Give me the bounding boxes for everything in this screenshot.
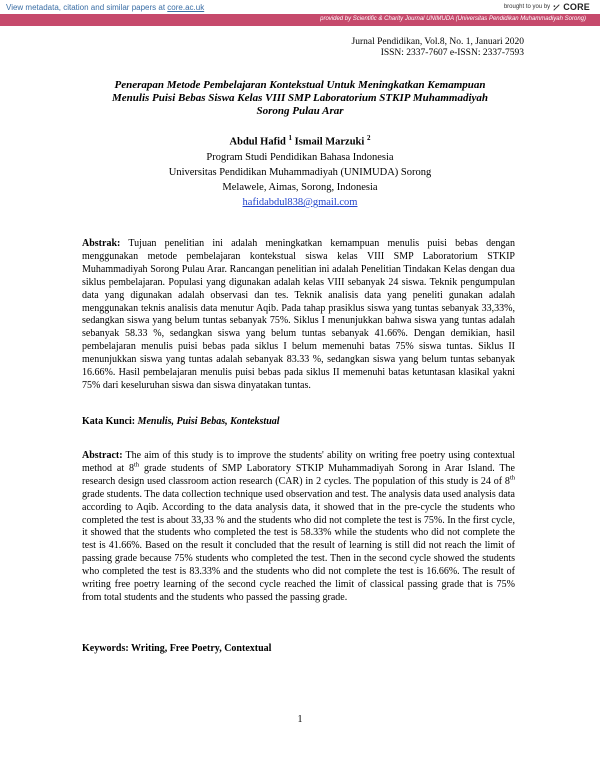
core-banner bbox=[0, 0, 600, 14]
author-1: Abdul Hafid bbox=[229, 136, 286, 148]
email-link[interactable]: hafidabdul838@gmail.com bbox=[242, 197, 358, 208]
core-logo-text: CORE bbox=[563, 2, 590, 12]
title-line-1: Penerapan Metode Pembelajaran Kontekstual Untuk Meningkatkan Kemampuan bbox=[114, 79, 486, 91]
abstract-sup-1: th bbox=[134, 461, 140, 469]
provided-by-text[interactable]: provided by Scientific & Charity Journal UNIMUDA (Universitas Pendidikan Muhammadiyah Sorong) bbox=[320, 16, 586, 22]
affiliation-university: Universitas Pendidikan Muhammadiyah (UNIMUDA) Sorong bbox=[168, 167, 432, 178]
keywords bbox=[82, 643, 515, 654]
affiliation-address: Melawele, Aimas, Sorong, Indonesia bbox=[222, 182, 378, 193]
abstract-sup-2: th bbox=[509, 474, 515, 482]
journal-volume: Jurnal Pendidikan, Vol.8, No. 1, Januari 2020 bbox=[351, 37, 524, 47]
affiliation-email-row bbox=[0, 195, 600, 210]
author-1-sup: 1 bbox=[288, 134, 292, 142]
core-link-prefix: View metadata, citation and similar papers at bbox=[6, 3, 168, 12]
abstract-label: Abstract: bbox=[82, 450, 123, 461]
affiliation-program: Program Studi Pendidikan Bahasa Indonesia bbox=[206, 152, 394, 163]
abstrak-label: Abstrak: bbox=[82, 238, 121, 249]
kata-kunci-value: Menulis, Puisi Bebas, Kontekstual bbox=[135, 416, 280, 427]
core-logo-icon bbox=[553, 4, 560, 11]
authors bbox=[0, 134, 600, 148]
abstract-text-1: The aim of this study is to improve the students' ability on writing free poetry using contextual method at 8 bbox=[82, 450, 515, 474]
title-line-3: Sorong Pulau Arar bbox=[256, 105, 344, 117]
kata-kunci-label: Kata Kunci: bbox=[82, 416, 136, 427]
journal-issn: ISSN: 2337-7607 e-ISSN: 2337-7593 bbox=[380, 48, 524, 58]
title-line-2: Menulis Puisi Bebas Siswa Kelas VIII SMP Laboratorium STKIP Muhammadiyah bbox=[111, 92, 489, 104]
author-2-sup: 2 bbox=[366, 134, 371, 142]
author-2: Ismail Marzuki bbox=[294, 136, 365, 148]
abstract-text-2: grade students of SMP Laboratory STKIP Muhammadiyah Sorong in Arar Island. The research design used classroom action research (CAR) in 2 cycles. The population of this study is 24 of 8 bbox=[82, 462, 515, 487]
core-brand[interactable] bbox=[504, 2, 590, 12]
abstrak-paragraph bbox=[82, 238, 515, 393]
abstrak-text: Tujuan penelitian ini adalah meningkatkan kemampuan menulis puisi bebas dengan menggunakan metode pembelajaran kontekstual siswa kelas VIII SMP Laboratorium STKIP Muhammadiyah Sorong Pulau Arar. Rancangan penelitian ini adalah Penelitian Tindakan Kelas dengan dua siklus pembelajaran. Populasi yang digunakan adalah kelas VIII sebanyak 24 siswa. Teknik pengumpulan data yang digunakan adalah observasi dan tes. Teknik analisis data yang peneliti gunakan adalah menggunakan teknis analisis data menutur Aqib. Pada tahap prasiklus siswa yang tuntas sebanyak 33,33%, sedangkan siswa yang belum tuntas sebanyak 75%. Siklus I menunjukkan bahwa siswa yang tuntas adalah sebanyak 58.33 %, sedangkan siswa yang belum tuntas sebanyak 41.66%. Dengan demikian, hasil pembelajaran menulis puisi bebas pada siklus I belum memenuhi batas 75% siswa tuntas. Siklus II menunjukkan siswa yang tuntas adalah sebanyak 83.33 %, sedangkan siswa yang belum tuntas sebanyak 16.66%. Hasil pembelajaran menulis puisi bebas pada siklus II memenuhi batas ketuntasan klasikal yakni 75% dari keseluruhan siswa dan siswa dinyatakan tuntas. bbox=[82, 238, 515, 391]
provided-by-bar bbox=[0, 14, 600, 26]
abstract-paragraph bbox=[82, 450, 515, 605]
keywords-label: Keywords: bbox=[82, 643, 129, 654]
page-number: 1 bbox=[297, 714, 303, 725]
abstract-text-3: grade students. The data collection technique used observation and test. The analysis data used analysis data according to Aqib. According to the data analysis data, it showed that in the pre-cycle the students who completed the test is about 33,33 % and the students who did not complete the test is 75%. In the first cycle, it showed that the students who completed the test is 58.33% while the students who did not complete the test is 41.66%. Based on the result it concluded that the result of learning is still did not reach the limit of passing grade because 75% students who completed the test. Then in the second cycle showed the students who completed the test is 83.33% and the students who did not complete the test is 16.66%. The result of writing free poetry learning of the second cycle reached the limit of classical passing grade that is 75% from total students and the students who passed the passing grade. bbox=[82, 488, 515, 603]
kata-kunci bbox=[82, 416, 515, 427]
core-link-site: core.ac.uk bbox=[167, 3, 205, 12]
paper-title bbox=[88, 79, 512, 118]
journal-info bbox=[352, 37, 524, 59]
brought-by-text: brought to you by bbox=[503, 4, 551, 10]
core-metadata-link[interactable] bbox=[6, 3, 204, 12]
keywords-value: Writing, Free Poetry, Contextual bbox=[128, 643, 272, 654]
